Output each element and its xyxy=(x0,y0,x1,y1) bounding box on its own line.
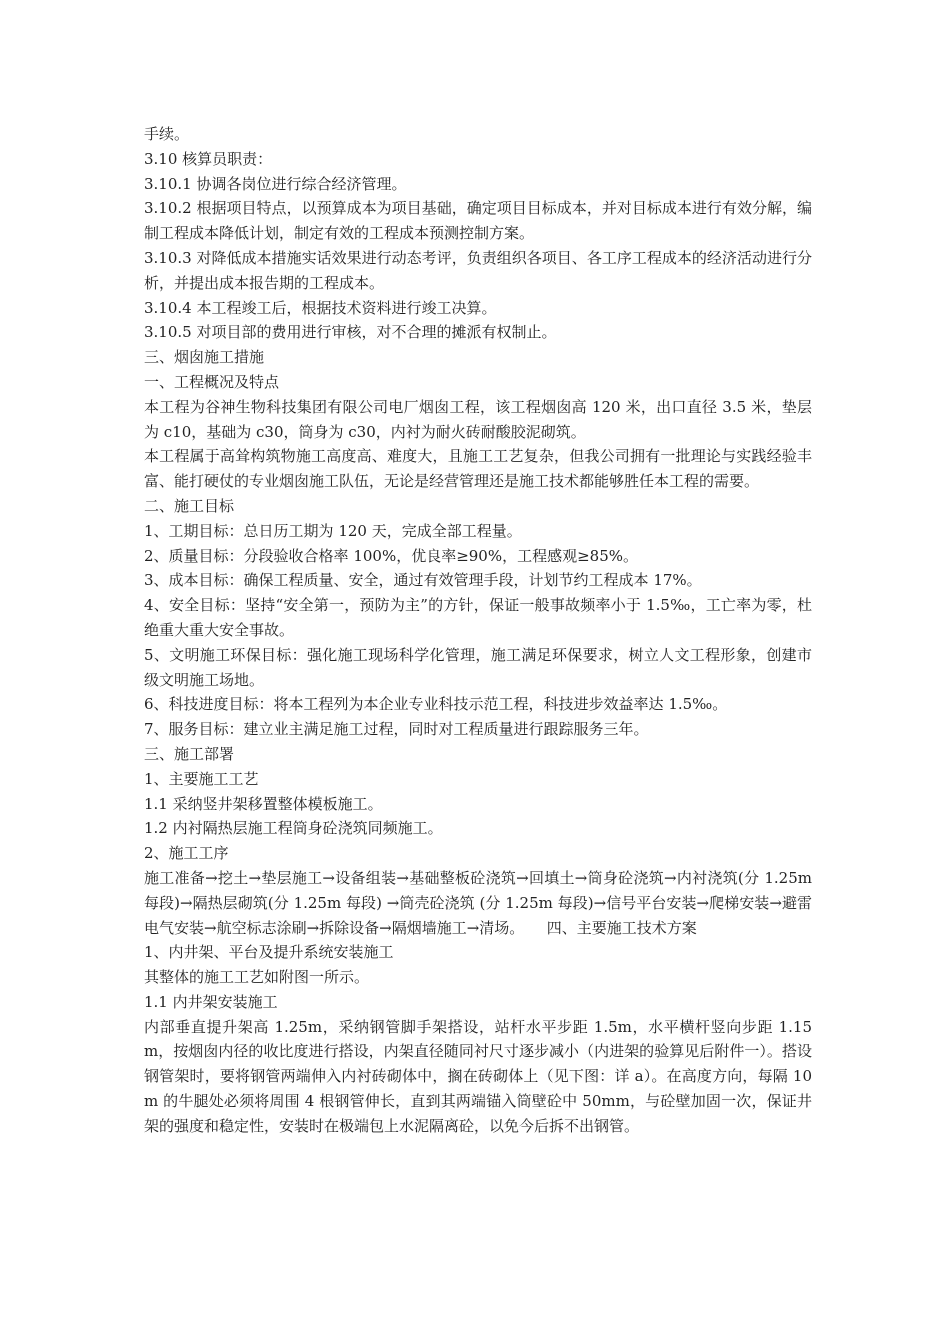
paragraph-3-10-2: 3.10.2 根据项目特点，以预算成本为项目基础，确定项目目标成本，并对目标成本进行有效分解，编制工程成本降低计划，制定有效的工程成本预测控制方案。 xyxy=(144,199,812,243)
subheading-construction-sequence: 2、施工工序 xyxy=(144,844,229,863)
paragraph-process-1-2: 1.2 内衬隔热层施工程筒身砼浇筑同频施工。 xyxy=(144,819,443,838)
paragraph-figure-reference: 其整体的施工工艺如附图一所示。 xyxy=(144,968,370,987)
paragraph-3-10-3: 3.10.3 对降低成本措施实话效果进行动态考评，负责组织各项目、各工序工程成本的经济活动进行分析，并提出成本报告期的工程成本。 xyxy=(144,248,812,292)
goal-schedule: 1、工期目标：总日历工期为 120 天，完成全部工程量。 xyxy=(144,521,522,540)
subheading-inner-frame: 1、内井架、平台及提升系统安装施工 xyxy=(144,943,394,962)
paragraph-3-10-1: 3.10.1 协调各岗位进行综合经济管理。 xyxy=(144,174,407,193)
paragraph-overview-2: 本工程属于高耸构筑物施工高度高、难度大，且施工工艺复杂，但我公司拥有一批理论与实践经验丰富、能打硬仗的专业烟囱施工队伍，无论是经营管理还是施工技术都能够胜任本工程的需要。 xyxy=(144,447,812,491)
paragraph-inner-frame-details: 内部垂直提升架高 1.25m，采纳钢管脚手架搭设，站杆水平步距 1.5m，水平横杆竖向步距 1.15m，按烟囱内径的收比度进行搭设，内架直径随同衬尺寸逐步减小（内进架的验算见后附件一）。搭设钢管架时，要将钢管两端伸入内衬砖砌体中，搁在砖砌体上（见下图：详 a）。在高度方向，每隔 10m 的牛腿处必须将周围 4 根钢管伸长，直到其两端锚入筒壁砼中 50mm，与砼壁加固一次，保证井架的强度和稳定性，安装时在极端包上水泥隔离砼，以免今后拆不出钢管。 xyxy=(144,1017,812,1135)
paragraph-construction-sequence: 施工准备→挖土→垫层施工→设备组装→基础整板砼浇筑→回填土→筒身砼浇筑→内衬浇筑(分 1.25m 每段)→隔热层砌筑(分 1.25m 每段) →筒壳砼浇筑 (分 1.25m 每段)→信号平台安装→爬梯安装→避雷电气安装→航空标志涂刷→拆除设备→隔烟墙施工→清场。 四、主要施工技术方案 xyxy=(144,868,812,937)
paragraph-process-1-1: 1.1 采纳竖井架移置整体模板施工。 xyxy=(144,794,383,813)
section-heading-deployment: 三、施工部署 xyxy=(144,744,235,763)
paragraph-3-10-5: 3.10.5 对项目部的费用进行审核，对不合理的摊派有权制止。 xyxy=(144,323,557,342)
goal-cost: 3、成本目标：确保工程质量、安全，通过有效管理手段，计划节约工程成本 17%。 xyxy=(144,571,702,590)
goal-quality: 2、质量目标：分段验收合格率 100%，优良率≥90%，工程感观≥85%。 xyxy=(144,546,639,565)
subheading-main-process: 1、主要施工工艺 xyxy=(144,769,259,788)
section-heading-overview: 一、工程概况及特点 xyxy=(144,372,280,391)
section-heading-chimney-measures: 三、烟囱施工措施 xyxy=(144,348,265,367)
goal-civilized-construction: 5、文明施工环保目标：强化施工现场科学化管理，施工满足环保要求，树立人文工程形象，创建市级文明施工场地。 xyxy=(144,645,812,689)
paragraph-3-10-4: 3.10.4 本工程竣工后，根据技术资料进行竣工决算。 xyxy=(144,298,497,317)
document-page xyxy=(144,122,812,1139)
section-heading-3-10: 3.10 核算员职责： xyxy=(144,149,273,168)
subheading-inner-frame-install: 1.1 内井架安装施工 xyxy=(144,992,278,1011)
paragraph-overview-1: 本工程为谷神生物科技集团有限公司电厂烟囱工程，该工程烟囱高 120 米，出口直径 3.5 米，垫层为 c10，基础为 c30，筒身为 c30，内衬为耐火砖耐酸胶泥砌筑。 xyxy=(144,397,812,441)
goal-technology: 6、科技进度目标：将本工程列为本企业专业科技示范工程，科技进步效益率达 1.5‰。 xyxy=(144,695,728,714)
goal-service: 7、服务目标：建立业主满足施工过程，同时对工程质量进行跟踪服务三年。 xyxy=(144,720,649,739)
section-heading-goals: 二、施工目标 xyxy=(144,496,235,515)
paragraph-1: 手续。 xyxy=(144,125,190,143)
goal-safety: 4、安全目标：坚持“安全第一，预防为主”的方针，保证一般事故频率小于 1.5‰，工亡率为零，杜绝重大重大安全事故。 xyxy=(144,596,812,639)
